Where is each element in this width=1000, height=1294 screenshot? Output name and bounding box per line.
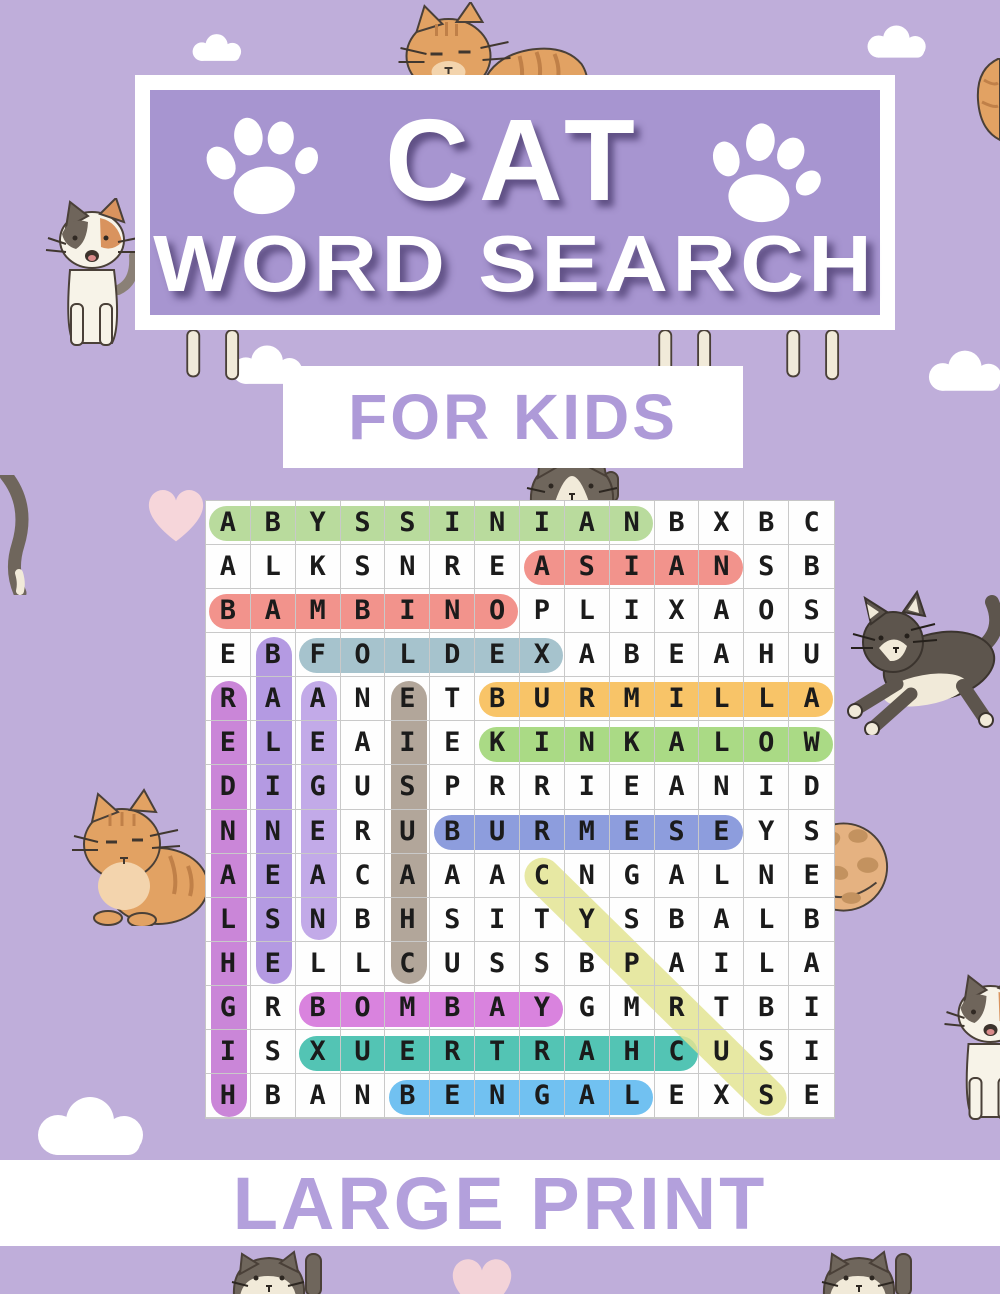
grid-cell: E <box>475 545 520 589</box>
tuxedo-cat-leaping-illustration <box>845 590 1000 735</box>
grid-cell: S <box>744 1074 789 1118</box>
grid-cell: A <box>655 854 700 898</box>
grid-cell: P <box>430 765 475 809</box>
grid-cell: I <box>565 765 610 809</box>
title-panel <box>150 90 880 315</box>
grid-cell: S <box>520 942 565 986</box>
grid-cell: B <box>251 1074 296 1118</box>
grid-cell: N <box>341 677 386 721</box>
grid-cell: R <box>251 986 296 1030</box>
grid-cell: A <box>251 677 296 721</box>
grid-cell: S <box>744 1030 789 1074</box>
grid-cell: B <box>744 501 789 545</box>
grid-cell: B <box>296 986 341 1030</box>
subtitle-banner <box>283 366 743 468</box>
grid-cell: G <box>520 1074 565 1118</box>
grid-cell: E <box>296 810 341 854</box>
title-line1: CAT <box>385 94 645 225</box>
title-line2: WORD SEARCH <box>153 218 877 308</box>
grid-cell: R <box>520 1030 565 1074</box>
grid-cell: M <box>385 986 430 1030</box>
grid-cell: L <box>744 942 789 986</box>
grid-cell: A <box>520 545 565 589</box>
grid-cell: U <box>385 810 430 854</box>
grid-cell: I <box>520 501 565 545</box>
grid-cell: A <box>565 633 610 677</box>
grid-cell: A <box>565 1030 610 1074</box>
grid-cell: B <box>341 898 386 942</box>
grid-cell: L <box>296 942 341 986</box>
grid-cell: S <box>789 810 834 854</box>
grid-cell: E <box>385 1030 430 1074</box>
grid-cell: L <box>699 721 744 765</box>
grid-cell: N <box>385 545 430 589</box>
grid-cell: H <box>206 942 251 986</box>
grid-cell: F <box>296 633 341 677</box>
grid-cell: E <box>789 1074 834 1118</box>
grid-cell: N <box>341 1074 386 1118</box>
grid-cell: R <box>475 765 520 809</box>
grid-cell: A <box>789 677 834 721</box>
grid-cell: C <box>341 854 386 898</box>
grid-cell: A <box>341 721 386 765</box>
grid-cell: A <box>655 721 700 765</box>
grid-cell: H <box>385 898 430 942</box>
grid-cell: T <box>699 986 744 1030</box>
grid-cell: A <box>296 854 341 898</box>
grid-cell: B <box>430 986 475 1030</box>
grid-cell: L <box>610 1074 655 1118</box>
grid-cell: T <box>430 677 475 721</box>
grid-cell: O <box>475 589 520 633</box>
grid-cell: L <box>206 898 251 942</box>
grid-cell: I <box>385 721 430 765</box>
grid-cell: I <box>744 765 789 809</box>
grid-cell: E <box>385 677 430 721</box>
grid-cell: C <box>655 1030 700 1074</box>
grid-cell: B <box>385 1074 430 1118</box>
grid-cell: A <box>430 854 475 898</box>
grid-cell: N <box>610 501 655 545</box>
grid-cell: T <box>475 1030 520 1074</box>
grid-cell: I <box>789 986 834 1030</box>
hanging-cat-legs-icon <box>778 328 852 386</box>
subtitle-text: FOR KIDS <box>348 381 678 453</box>
grid-cell: K <box>475 721 520 765</box>
grid-cell: E <box>699 810 744 854</box>
grid-cell: A <box>655 765 700 809</box>
grid-cell: I <box>789 1030 834 1074</box>
grid-cell: A <box>565 501 610 545</box>
grid-cell: A <box>699 633 744 677</box>
grid-cell: U <box>341 765 386 809</box>
grid-cell: T <box>520 898 565 942</box>
calico-cat-top-left-illustration <box>42 198 142 348</box>
pink-heart-bottom-icon <box>440 1252 524 1294</box>
grid-cell: A <box>475 854 520 898</box>
grid-cell: S <box>251 1030 296 1074</box>
grid-cell: H <box>206 1074 251 1118</box>
hanging-cat-legs-icon <box>178 328 252 386</box>
word-search-grid <box>205 500 835 1119</box>
calico-cat-bottom-right-illustration <box>938 972 1000 1122</box>
grid-cell: Y <box>296 501 341 545</box>
cloud-top-right-icon <box>862 16 934 66</box>
grid-cell: N <box>475 1074 520 1118</box>
grid-cell: I <box>610 545 655 589</box>
grid-cell: N <box>744 854 789 898</box>
grid-cell: B <box>430 810 475 854</box>
grid-cell: G <box>206 986 251 1030</box>
grid-cell: A <box>789 942 834 986</box>
grid-cell: S <box>475 942 520 986</box>
grid-cell: B <box>475 677 520 721</box>
grid-cell: S <box>341 501 386 545</box>
grid-cell: I <box>251 765 296 809</box>
grid-cell: A <box>296 1074 341 1118</box>
grid-cell: H <box>744 633 789 677</box>
grid-cell: E <box>610 765 655 809</box>
grid-cell: S <box>430 898 475 942</box>
grid-cell: E <box>789 854 834 898</box>
grid-cell: M <box>565 810 610 854</box>
grid-cell: B <box>744 986 789 1030</box>
grid-cell: U <box>699 1030 744 1074</box>
orange-cat-edge-right-illustration <box>972 58 1000 153</box>
grid-cell: B <box>610 633 655 677</box>
grid-cell: A <box>206 545 251 589</box>
grid-cell: C <box>385 942 430 986</box>
grid-cell: S <box>385 765 430 809</box>
grid-cell: L <box>251 545 296 589</box>
grid-cell: A <box>699 898 744 942</box>
orange-tabby-cat-left-illustration <box>70 786 210 926</box>
grid-cell: E <box>655 1074 700 1118</box>
grid-cell: N <box>206 810 251 854</box>
grid-cell: A <box>699 589 744 633</box>
grid-cell: S <box>789 589 834 633</box>
grid-cell: O <box>341 986 386 1030</box>
grid-cell: I <box>520 721 565 765</box>
grid-cell: E <box>655 633 700 677</box>
grid-cell: M <box>296 589 341 633</box>
grid-cell: R <box>655 986 700 1030</box>
grid-cell: P <box>520 589 565 633</box>
grid-cell: N <box>565 721 610 765</box>
grid-cell: U <box>341 1030 386 1074</box>
grid-cell: W <box>789 721 834 765</box>
grid-cell: E <box>610 810 655 854</box>
grid-cell: S <box>251 898 296 942</box>
grid-cell: X <box>296 1030 341 1074</box>
peeking-cat-head-bottom-icon <box>820 1248 915 1294</box>
grid-cell: K <box>296 545 341 589</box>
grid-cell: B <box>789 545 834 589</box>
grid-cell: B <box>789 898 834 942</box>
grid-cell: A <box>565 1074 610 1118</box>
grid-cell: S <box>744 545 789 589</box>
grid-cell: A <box>206 854 251 898</box>
grid-cell: D <box>430 633 475 677</box>
paw-print-icon <box>194 100 327 233</box>
grid-cell: L <box>385 633 430 677</box>
grid-cell: B <box>206 589 251 633</box>
grid-cell: G <box>296 765 341 809</box>
grid-cell: E <box>430 1074 475 1118</box>
paw-print-icon <box>695 107 832 244</box>
grid-cell: I <box>430 501 475 545</box>
grid-cell: A <box>475 986 520 1030</box>
grid-cell: O <box>341 633 386 677</box>
gray-cat-tail-left-icon <box>0 475 32 595</box>
grid-cell: X <box>655 589 700 633</box>
grid-cell: H <box>610 1030 655 1074</box>
grid-cell: I <box>385 589 430 633</box>
grid-cell: M <box>610 986 655 1030</box>
cloud-top-left-icon <box>188 24 248 70</box>
grid-cell: C <box>789 501 834 545</box>
grid-cell: A <box>385 854 430 898</box>
grid-cell: E <box>475 633 520 677</box>
grid-cell: I <box>475 898 520 942</box>
grid-cell: K <box>610 721 655 765</box>
grid-cell: B <box>655 898 700 942</box>
grid-cell: I <box>699 942 744 986</box>
grid-cell: A <box>655 545 700 589</box>
grid-cell: S <box>565 545 610 589</box>
grid-cell: C <box>520 854 565 898</box>
grid-cell: P <box>610 942 655 986</box>
grid-cell: E <box>296 721 341 765</box>
footer-text: LARGE PRINT <box>232 1161 768 1245</box>
grid-cell: M <box>610 677 655 721</box>
grid-cell: B <box>565 942 610 986</box>
grid-cell: I <box>206 1030 251 1074</box>
grid-cell: R <box>341 810 386 854</box>
grid-cell: N <box>699 545 744 589</box>
grid-cell: I <box>655 677 700 721</box>
grid-cell: I <box>610 589 655 633</box>
grid-cell: E <box>206 633 251 677</box>
grid-cell: E <box>430 721 475 765</box>
grid-cell: O <box>744 721 789 765</box>
peeking-cat-head-bottom-icon <box>230 1248 325 1294</box>
grid-cell: S <box>341 545 386 589</box>
grid-cell: N <box>430 589 475 633</box>
grid-cell: B <box>655 501 700 545</box>
grid-cell: E <box>251 854 296 898</box>
letter-grid <box>206 501 834 1118</box>
grid-cell: B <box>341 589 386 633</box>
grid-cell: L <box>251 721 296 765</box>
grid-cell: E <box>206 721 251 765</box>
grid-cell: D <box>789 765 834 809</box>
grid-cell: S <box>610 898 655 942</box>
grid-cell: Y <box>520 986 565 1030</box>
grid-cell: N <box>251 810 296 854</box>
grid-cell: E <box>251 942 296 986</box>
grid-cell: X <box>520 633 565 677</box>
grid-cell: L <box>699 854 744 898</box>
grid-cell: N <box>699 765 744 809</box>
grid-cell: U <box>430 942 475 986</box>
grid-cell: B <box>251 501 296 545</box>
grid-cell: R <box>565 677 610 721</box>
grid-cell: L <box>341 942 386 986</box>
footer-banner <box>0 1160 1000 1246</box>
grid-cell: R <box>430 545 475 589</box>
grid-cell: Y <box>565 898 610 942</box>
grid-cell: L <box>565 589 610 633</box>
grid-cell: A <box>655 942 700 986</box>
grid-cell: N <box>475 501 520 545</box>
grid-cell: U <box>789 633 834 677</box>
grid-cell: N <box>565 854 610 898</box>
grid-cell: D <box>206 765 251 809</box>
grid-cell: G <box>610 854 655 898</box>
grid-cell: S <box>655 810 700 854</box>
grid-cell: O <box>744 589 789 633</box>
grid-cell: X <box>699 1074 744 1118</box>
grid-cell: Y <box>744 810 789 854</box>
grid-cell: A <box>296 677 341 721</box>
grid-cell: B <box>251 633 296 677</box>
title-banner <box>135 75 895 330</box>
grid-cell: A <box>206 501 251 545</box>
grid-cell: R <box>520 810 565 854</box>
grid-cell: S <box>385 501 430 545</box>
grid-cell: N <box>296 898 341 942</box>
grid-cell: A <box>251 589 296 633</box>
grid-cell: L <box>744 677 789 721</box>
grid-cell: L <box>744 898 789 942</box>
grid-cell: R <box>430 1030 475 1074</box>
grid-cell: L <box>699 677 744 721</box>
grid-cell: U <box>520 677 565 721</box>
grid-cell: G <box>565 986 610 1030</box>
cloud-bottom-left-icon <box>28 1094 158 1156</box>
cloud-mid-right-icon <box>922 330 1000 410</box>
grid-cell: R <box>206 677 251 721</box>
grid-cell: U <box>475 810 520 854</box>
grid-cell: R <box>520 765 565 809</box>
grid-cell: X <box>699 501 744 545</box>
pink-heart-icon <box>143 482 209 544</box>
